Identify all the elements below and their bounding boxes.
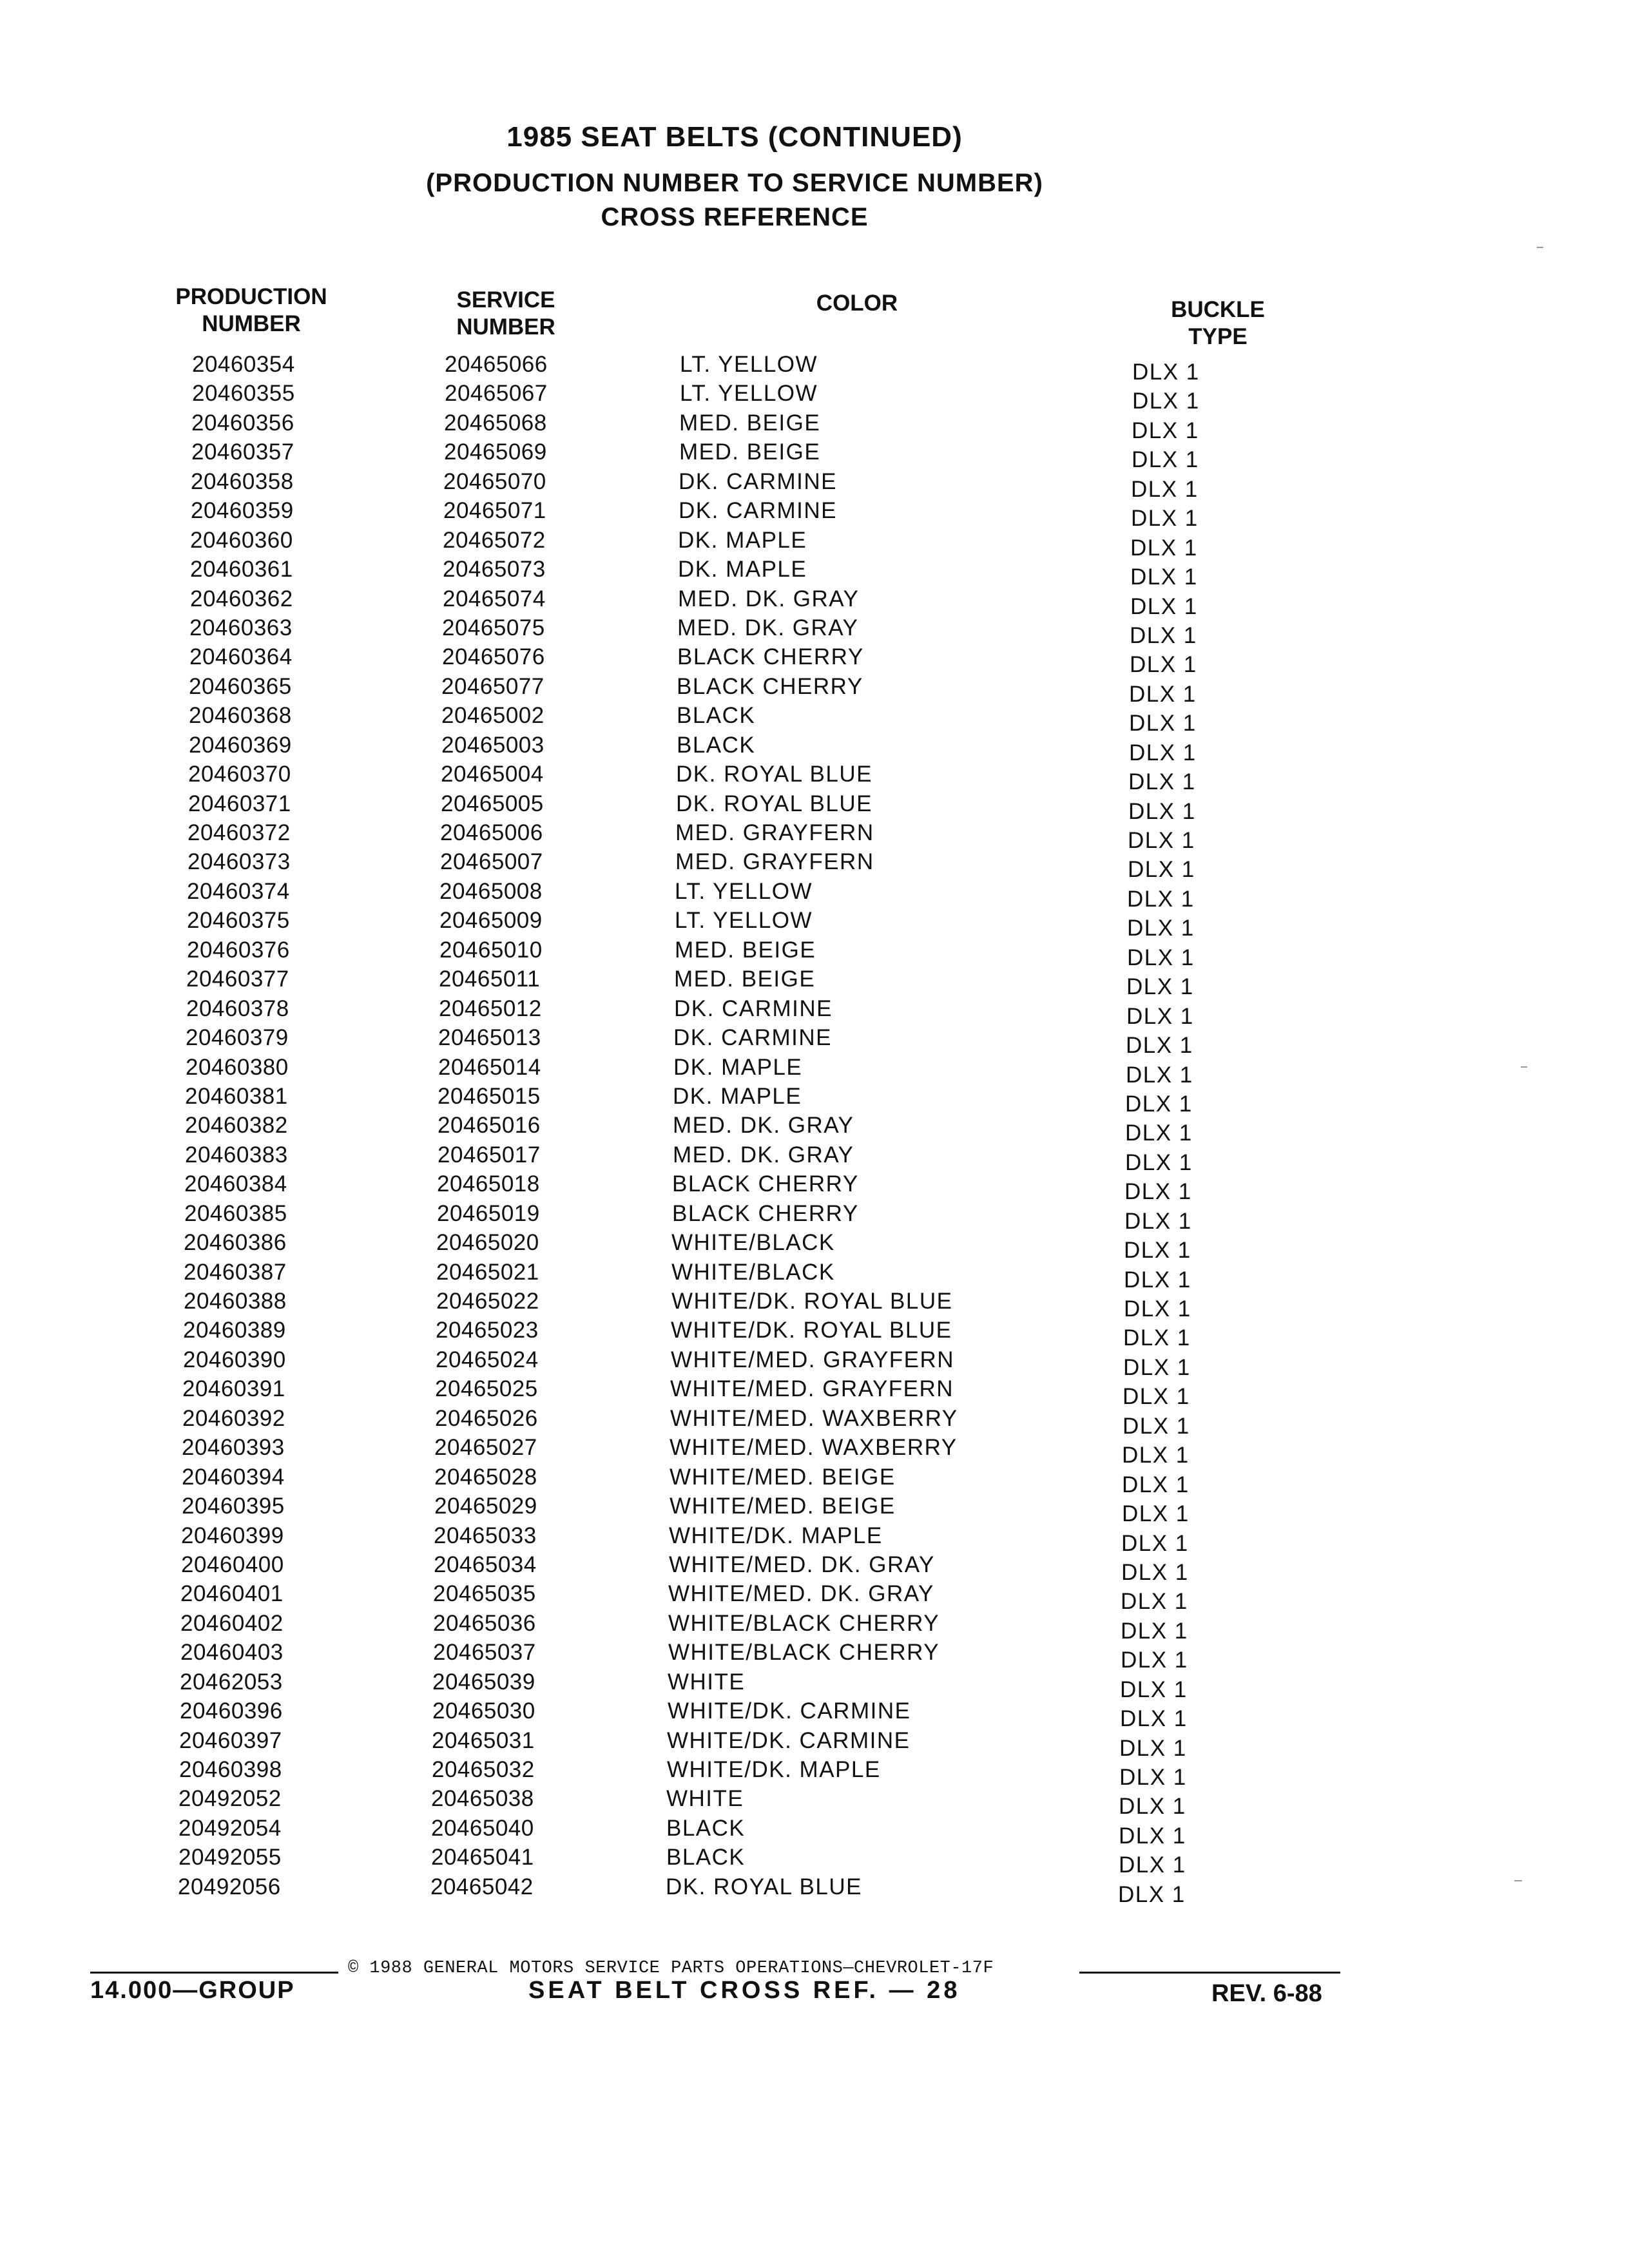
production-number-cell: 20460376 [187,937,290,963]
table-row [0,731,1629,765]
buckle-type-cell: DLX 1 [1132,360,1200,385]
color-cell: WHITE/MED. WAXBERRY [670,1405,958,1431]
service-number-cell: 20465075 [442,615,545,640]
table-row [0,701,1629,736]
service-number-cell: 20465071 [443,498,546,524]
table-row [0,1521,1629,1556]
buckle-type-cell: DLX 1 [1121,1530,1189,1556]
service-number-cell: 20465014 [438,1054,541,1080]
service-number-cell: 20465034 [434,1552,537,1577]
table-row [0,1638,1629,1673]
service-number-cell: 20465036 [433,1610,536,1636]
buckle-type-cell: DLX 1 [1121,1648,1188,1673]
color-cell: DK. CARMINE [674,995,833,1021]
color-cell: WHITE/MED. BEIGE [670,1494,896,1519]
color-cell: MED. BEIGE [679,439,821,465]
production-number-cell: 20460365 [189,673,292,699]
service-number-cell: 20465041 [431,1845,534,1870]
service-number-cell: 20465013 [438,1025,541,1051]
buckle-type-cell: DLX 1 [1127,886,1195,912]
production-number-cell: 20460359 [191,498,294,524]
service-number-cell: 20465016 [438,1113,541,1139]
production-number-cell: 20492056 [178,1874,281,1899]
color-cell: MED. DK. GRAY [673,1113,854,1139]
production-number-cell: 20460383 [185,1142,288,1168]
service-number-cell: 20465031 [432,1727,535,1753]
color-cell: DK. MAPLE [678,527,807,553]
table-row [0,760,1629,795]
color-cell: WHITE/DK. ROYAL BLUE [671,1289,953,1314]
color-cell: MED. BEIGE [679,410,821,436]
table-row [0,936,1629,970]
production-number-cell: 20460397 [179,1727,282,1753]
service-number-cell: 20465018 [437,1171,540,1197]
service-number-cell: 20465020 [436,1230,539,1256]
table-row [0,1228,1629,1264]
table-row [0,1053,1629,1088]
buckle-type-cell: DLX 1 [1130,535,1198,561]
service-number-cell: 20465024 [436,1347,539,1372]
production-number-cell: 20460393 [182,1435,285,1461]
service-number-cell: 20465032 [432,1757,535,1782]
copyright-line: © 1988 GENERAL MOTORS SERVICE PARTS OPERATIONS—CHEVROLET-17F [348,1959,994,1978]
column-header-buckle-type: BUCKLE TYPE [1171,297,1265,349]
service-number-cell: 20465004 [441,762,544,787]
service-number-cell: 20465021 [436,1259,539,1285]
buckle-type-cell: DLX 1 [1120,1677,1188,1702]
table-row [0,672,1629,707]
production-number-cell: 20460362 [190,586,293,611]
table-row [0,1433,1629,1468]
color-cell: DK. CARMINE [673,1025,832,1051]
color-cell: WHITE [668,1669,746,1695]
color-cell: DK. MAPLE [673,1083,802,1109]
table-row [0,437,1629,473]
column-header-production-number: PRODUCTION NUMBER [175,284,327,336]
scan-speck [1514,1880,1522,1881]
buckle-type-cell: DLX 1 [1130,622,1197,648]
color-cell: WHITE/MED. BEIGE [670,1464,896,1490]
table-row [0,1667,1629,1702]
color-cell: WHITE/MED. GRAYFERN [671,1347,955,1372]
table-row [0,965,1629,1000]
buckle-type-cell: DLX 1 [1119,1823,1186,1849]
table-row [0,642,1629,678]
service-number-cell: 20465038 [431,1786,534,1812]
color-cell: LT. YELLOW [675,908,813,934]
service-number-cell: 20465007 [440,849,543,875]
color-cell: DK. CARMINE [679,498,837,524]
buckle-type-cell: DLX 1 [1125,1149,1193,1175]
production-number-cell: 20460372 [188,820,291,845]
production-number-cell: 20460384 [184,1171,287,1197]
buckle-type-cell: DLX 1 [1122,1472,1190,1497]
table-row [0,818,1629,853]
service-number-cell: 20465033 [434,1523,537,1548]
production-number-cell: 20460399 [181,1523,284,1548]
table-row [0,789,1629,824]
buckle-type-cell: DLX 1 [1123,1325,1191,1351]
color-cell: BLACK [677,732,756,758]
production-number-cell: 20460357 [191,439,294,465]
color-cell: LT. YELLOW [680,381,818,407]
table-row [0,1872,1629,1907]
production-number-cell: 20460371 [188,791,291,816]
production-number-cell: 20460381 [185,1083,288,1109]
color-cell: MED. BEIGE [674,966,816,992]
color-cell: BLACK [666,1815,746,1841]
table-row [0,1023,1629,1059]
buckle-type-cell: DLX 1 [1128,828,1195,853]
color-cell: MED. GRAYFERN [675,849,874,875]
production-number-cell: 20460401 [180,1581,284,1607]
table-row [0,1345,1629,1380]
color-cell: WHITE/BLACK CHERRY [668,1610,940,1636]
service-number-cell: 20465003 [441,732,545,758]
production-number-cell: 20492054 [178,1815,282,1841]
service-number-cell: 20465025 [435,1376,538,1402]
buckle-type-cell: DLX 1 [1121,1618,1188,1644]
buckle-type-cell: DLX 1 [1121,1559,1189,1585]
color-cell: WHITE/BLACK [671,1259,835,1285]
page-label: SEAT BELT CROSS REF. — 28 [528,1977,961,2004]
service-number-cell: 20465074 [443,586,546,611]
buckle-type-cell: DLX 1 [1130,652,1197,678]
production-number-cell: 20492052 [178,1786,282,1812]
production-number-cell: 20460363 [189,615,293,640]
table-row [0,408,1629,443]
buckle-type-cell: DLX 1 [1128,798,1196,824]
production-number-cell: 20460403 [180,1640,284,1666]
production-number-cell: 20460388 [184,1289,287,1314]
table-row [0,1199,1629,1234]
production-number-cell: 20460361 [190,557,293,582]
color-cell: DK. ROYAL BLUE [676,791,872,816]
production-number-cell: 20460391 [182,1376,285,1402]
color-cell: WHITE/MED. DK. GRAY [668,1581,934,1607]
service-number-cell: 20465019 [437,1200,540,1226]
buckle-type-cell: DLX 1 [1124,1296,1191,1321]
production-number-cell: 20460370 [188,762,291,787]
table-row [0,1696,1629,1732]
table-row [0,1082,1629,1117]
buckle-type-cell: DLX 1 [1119,1852,1186,1878]
page-subtitle-cross-reference: CROSS REFERENCE [601,203,869,231]
production-number-cell: 20460360 [190,527,293,553]
table-row [0,379,1629,414]
buckle-type-cell: DLX 1 [1122,1501,1190,1527]
color-cell: WHITE/MED. WAXBERRY [670,1435,958,1461]
production-number-cell: 20460380 [186,1054,289,1080]
production-number-cell: 20460396 [180,1698,283,1724]
table-row [0,350,1629,385]
buckle-type-cell: DLX 1 [1132,418,1199,443]
table-row [0,1609,1629,1644]
service-number-cell: 20465072 [443,527,546,553]
service-number-cell: 20465010 [439,937,543,963]
service-number-cell: 20465027 [434,1435,537,1461]
revision-label: REV. 6-88 [1211,1980,1322,2007]
buckle-type-cell: DLX 1 [1125,1091,1193,1117]
buckle-type-cell: DLX 1 [1119,1794,1186,1820]
production-number-cell: 20460364 [189,644,293,670]
buckle-type-cell: DLX 1 [1132,447,1199,473]
buckle-type-cell: DLX 1 [1124,1238,1191,1264]
scan-speck [1537,247,1543,248]
buckle-type-cell: DLX 1 [1130,593,1198,619]
color-cell: BLACK [677,703,756,729]
buckle-type-cell: DLX 1 [1132,389,1200,414]
service-number-cell: 20465035 [433,1581,536,1607]
table-row [0,1814,1629,1849]
table-row [0,613,1629,648]
production-number-cell: 20460377 [186,966,289,992]
color-cell: WHITE/MED. DK. GRAY [669,1552,935,1577]
buckle-type-cell: DLX 1 [1129,711,1197,736]
production-number-cell: 20460398 [179,1757,282,1782]
production-number-cell: 20460389 [183,1318,286,1343]
production-number-cell: 20460392 [182,1405,285,1431]
color-cell: WHITE/DK. CARMINE [667,1727,911,1753]
column-header-color: COLOR [816,291,898,316]
service-number-cell: 20465069 [444,439,547,465]
table-row [0,526,1629,561]
buckle-type-cell: DLX 1 [1119,1765,1187,1790]
table-row [0,1492,1629,1527]
service-number-cell: 20465076 [442,644,545,670]
color-cell: WHITE/BLACK CHERRY [668,1640,940,1666]
color-cell: WHITE/DK. CARMINE [668,1698,911,1724]
buckle-type-cell: DLX 1 [1120,1706,1188,1732]
production-number-cell: 20460355 [192,381,295,407]
service-number-cell: 20465077 [441,673,545,699]
service-number-cell: 20465067 [445,381,548,407]
service-number-cell: 20465012 [439,995,542,1021]
service-number-cell: 20465015 [438,1083,541,1109]
production-number-cell: 20460368 [189,703,292,729]
color-cell: BLACK CHERRY [672,1171,859,1197]
service-number-cell: 20465002 [441,703,545,729]
color-cell: LT. YELLOW [675,878,813,904]
color-cell: DK. CARMINE [679,468,837,494]
buckle-type-cell: DLX 1 [1123,1413,1190,1439]
buckle-type-cell: DLX 1 [1118,1881,1186,1907]
production-number-cell: 20460390 [183,1347,286,1372]
buckle-type-cell: DLX 1 [1126,974,1194,1000]
group-label: 14.000—GROUP [90,1977,295,2004]
service-number-cell: 20465008 [439,878,543,904]
buckle-type-cell: DLX 1 [1119,1735,1187,1761]
production-number-cell: 20460394 [182,1464,285,1490]
buckle-type-cell: DLX 1 [1127,945,1195,970]
production-number-cell: 20460386 [184,1230,287,1256]
buckle-type-cell: DLX 1 [1130,564,1198,590]
service-number-cell: 20465006 [440,820,543,845]
service-number-cell: 20465042 [430,1874,534,1899]
color-cell: WHITE/MED. GRAYFERN [670,1376,954,1402]
production-number-cell: 20460379 [186,1025,289,1051]
color-cell: DK. ROYAL BLUE [666,1874,862,1899]
color-cell: MED. DK. GRAY [678,586,860,611]
buckle-type-cell: DLX 1 [1129,681,1197,707]
service-number-cell: 20465017 [438,1142,541,1168]
buckle-type-cell: DLX 1 [1121,1589,1188,1615]
color-cell: WHITE/BLACK [671,1230,835,1256]
service-number-cell: 20465073 [443,557,546,582]
color-cell: WHITE/DK. MAPLE [669,1523,883,1548]
service-number-cell: 20465030 [432,1698,535,1724]
table-row [0,1140,1629,1175]
service-number-cell: 20465022 [436,1289,539,1314]
service-number-cell: 20465026 [435,1405,538,1431]
color-cell: LT. YELLOW [680,352,818,377]
color-cell: BLACK [666,1845,746,1870]
production-number-cell: 20460375 [187,908,290,934]
footer-rule-right [1079,1972,1340,1974]
buckle-type-cell: DLX 1 [1127,916,1195,941]
table-row [0,1111,1629,1146]
table-row [0,467,1629,502]
service-number-cell: 20465068 [444,410,547,436]
table-row [0,496,1629,532]
table-row [0,994,1629,1029]
production-number-cell: 20462053 [180,1669,283,1695]
color-cell: MED. BEIGE [675,937,816,963]
table-row [0,1287,1629,1321]
buckle-type-cell: DLX 1 [1124,1208,1192,1234]
color-cell: WHITE/DK. MAPLE [667,1757,881,1782]
production-number-cell: 20460354 [192,352,295,377]
color-cell: DK. MAPLE [678,557,807,582]
buckle-type-cell: DLX 1 [1131,476,1199,502]
table-row [0,1579,1629,1615]
color-cell: DK. MAPLE [673,1054,803,1080]
service-number-cell: 20465028 [434,1464,537,1490]
production-number-cell: 20460385 [184,1200,287,1226]
service-number-cell: 20465009 [439,908,543,934]
table-row [0,847,1629,883]
buckle-type-cell: DLX 1 [1124,1267,1191,1293]
table-row [0,1374,1629,1410]
table-row [0,584,1629,619]
buckle-type-cell: DLX 1 [1125,1120,1193,1146]
production-number-cell: 20460400 [181,1552,284,1577]
table-row [0,1169,1629,1205]
production-number-cell: 20460369 [189,732,292,758]
production-number-cell: 20492055 [178,1845,282,1870]
table-row [0,1550,1629,1585]
buckle-type-cell: DLX 1 [1131,506,1199,532]
table-row [0,1784,1629,1820]
table-row [0,1258,1629,1293]
production-number-cell: 20460374 [187,878,290,904]
table-row [0,1843,1629,1878]
service-number-cell: 20465011 [439,966,541,992]
service-number-cell: 20465066 [445,352,548,377]
footer-rule-left [90,1972,338,1974]
color-cell: MED. DK. GRAY [677,615,859,640]
service-number-cell: 20465023 [436,1318,539,1343]
column-header-service-number: SERVICE NUMBER [456,287,555,340]
color-cell: BLACK CHERRY [677,673,863,699]
service-number-cell: 20465037 [433,1640,536,1666]
color-cell: BLACK CHERRY [677,644,864,670]
color-cell: MED. DK. GRAY [673,1142,854,1168]
service-number-cell: 20465039 [432,1669,535,1695]
scan-speck [1521,1066,1527,1068]
table-row [0,1755,1629,1790]
production-number-cell: 20460373 [188,849,291,875]
table-row [0,1404,1629,1439]
service-number-cell: 20465005 [441,791,544,816]
color-cell: DK. ROYAL BLUE [676,762,872,787]
buckle-type-cell: DLX 1 [1123,1354,1191,1380]
table-row [0,1316,1629,1351]
page-title: 1985 SEAT BELTS (CONTINUED) [506,121,963,153]
table-row [0,1726,1629,1761]
production-number-cell: 20460387 [184,1259,287,1285]
buckle-type-cell: DLX 1 [1126,1062,1193,1088]
buckle-type-cell: DLX 1 [1128,769,1196,795]
color-cell: WHITE [666,1786,744,1812]
page-subtitle: (PRODUCTION NUMBER TO SERVICE NUMBER) [426,169,1043,197]
production-number-cell: 20460358 [191,468,294,494]
production-number-cell: 20460402 [180,1610,284,1636]
buckle-type-cell: DLX 1 [1122,1443,1190,1468]
cross-reference-table [0,350,1629,1907]
color-cell: BLACK CHERRY [672,1200,859,1226]
table-row [0,1463,1629,1497]
buckle-type-cell: DLX 1 [1126,1003,1194,1029]
color-cell: WHITE/DK. ROYAL BLUE [671,1318,952,1343]
table-row [0,555,1629,590]
production-number-cell: 20460395 [182,1494,285,1519]
production-number-cell: 20460382 [185,1113,288,1139]
buckle-type-cell: DLX 1 [1126,1033,1193,1059]
table-row [0,877,1629,912]
buckle-type-cell: DLX 1 [1129,740,1197,765]
service-number-cell: 20465029 [434,1494,537,1519]
color-cell: MED. GRAYFERN [675,820,874,845]
buckle-type-cell: DLX 1 [1124,1179,1192,1205]
service-number-cell: 20465070 [443,468,546,494]
service-number-cell: 20465040 [431,1815,534,1841]
buckle-type-cell: DLX 1 [1123,1384,1190,1410]
buckle-type-cell: DLX 1 [1128,857,1195,883]
production-number-cell: 20460378 [186,995,289,1021]
production-number-cell: 20460356 [191,410,294,436]
table-row [0,906,1629,941]
